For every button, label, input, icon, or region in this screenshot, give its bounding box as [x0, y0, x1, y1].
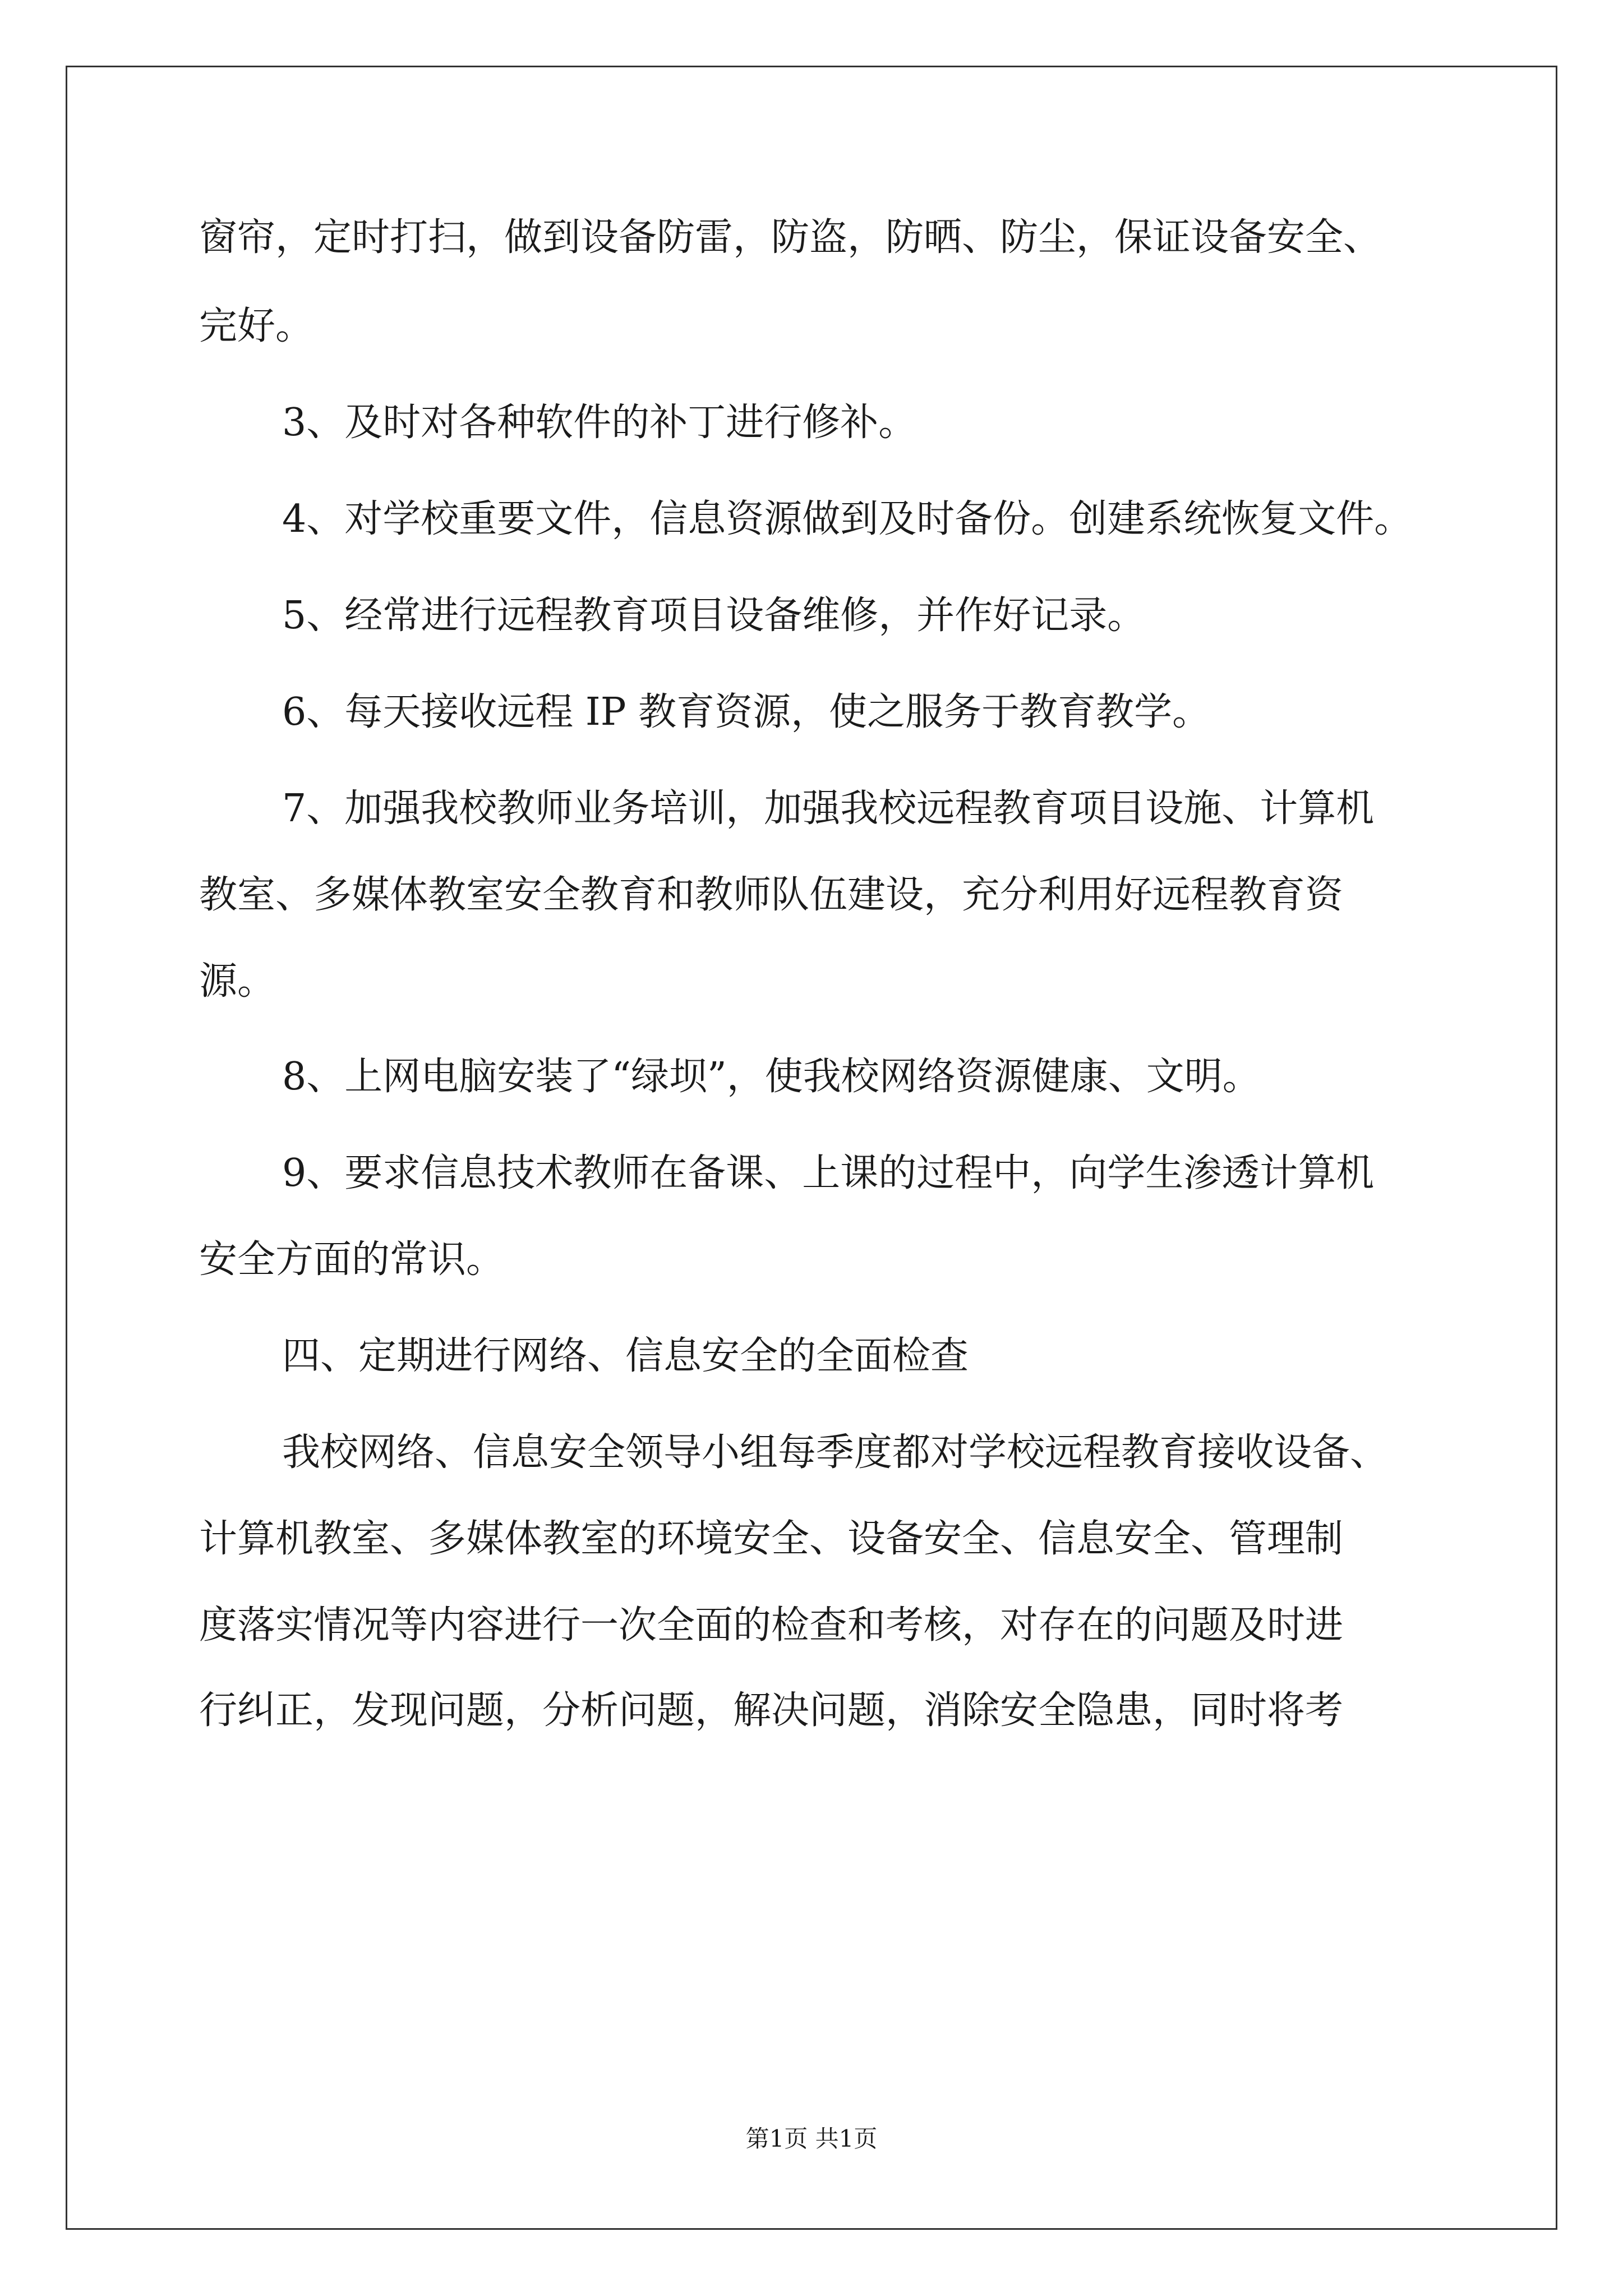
section-heading: 四、定期进行网络、信息安全的全面检查 [282, 1334, 969, 1378]
text-line: 6、每天接收远程 IP 教育资源，使之服务于教育教学。 [282, 690, 1211, 734]
text-line: 教室、多媒体教室安全教育和教师队伍建设，充分利用好远程教育资 [199, 873, 1344, 917]
page-footer: 第1页 共1页 [745, 2125, 878, 2152]
text-line: 源。 [199, 959, 276, 1004]
text-line: 安全方面的常识。 [199, 1237, 505, 1282]
text-line: 8、上网电脑安装了“绿坝”，使我校网络资源健康、文明。 [282, 1055, 1261, 1099]
text-line: 9、要求信息技术教师在备课、上课的过程中，向学生渗透计算机 [282, 1151, 1375, 1195]
text-line: 4、对学校重要文件，信息资源做到及时备份。创建系统恢复文件。 [282, 497, 1413, 541]
page-border [66, 66, 1557, 2230]
text-line: 完好。 [199, 304, 314, 348]
text-line: 度落实情况等内容进行一次全面的检查和考核，对存在的问题及时进 [199, 1603, 1344, 1648]
text-line: 计算机教室、多媒体教室的环境安全、设备安全、信息安全、管理制 [199, 1517, 1344, 1561]
text-line: 5、经常进行远程教育项目设备维修，并作好记录。 [282, 593, 1146, 638]
text-line: 行纠正，发现问题，分析问题，解决问题，消除安全隐患，同时将考 [199, 1688, 1344, 1733]
text-line: 3、及时对各种软件的补丁进行修补。 [282, 401, 917, 445]
text-line: 7、加强我校教师业务培训，加强我校远程教育项目设施、计算机 [282, 786, 1375, 831]
text-line: 我校网络、信息安全领导小组每季度都对学校远程教育接收设备、 [282, 1430, 1389, 1475]
text-line: 窗帘，定时打扫，做到设备防雷，防盗，防晒、防尘，保证设备安全、 [199, 215, 1382, 260]
